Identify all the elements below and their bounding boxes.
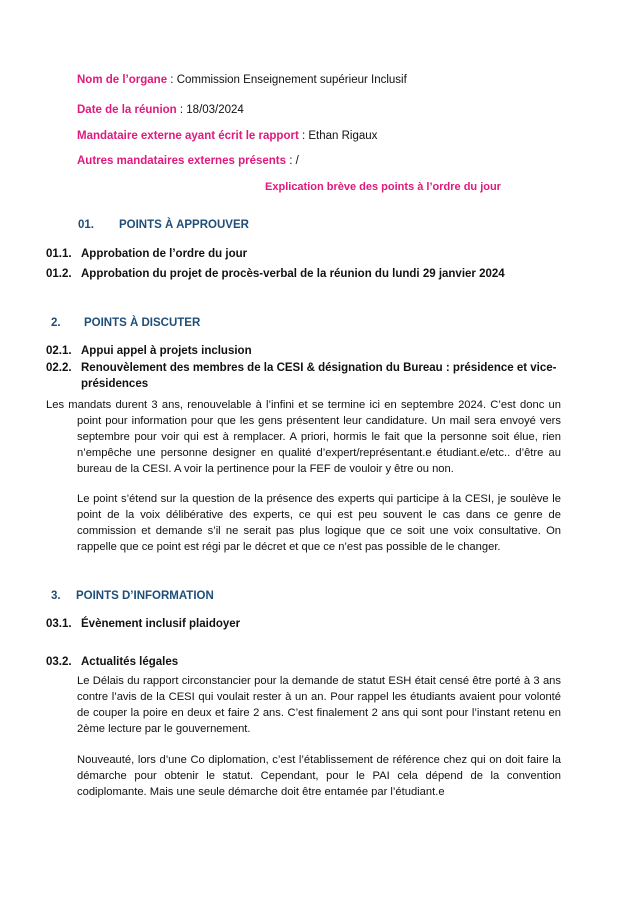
paragraph-text: Le Délais du rapport circonstancier pour la demande de statut ESH était censé être porté à 3 ans contre l’avis de la CESI qui voulait rester à un an. Pour rappel les étudiants avaient pour volonté de couper la poire en deux et faire 2 ans. C’est finalement 2 ans qui sont pour l’instant retenu en 2ème lecture par le gouvernement.	[77, 675, 561, 735]
section-number: 01.	[78, 219, 94, 231]
section-number: 3.	[51, 590, 61, 602]
agenda-item-01-2	[46, 268, 505, 280]
item-title: Approbation du projet de procès-verbal de la réunion du lundi 29 janvier 2024	[81, 268, 505, 280]
section-title: POINTS À APPROUVER	[119, 219, 249, 231]
others-value: : /	[286, 155, 299, 167]
section-title: POINTS D’INFORMATION	[76, 590, 214, 602]
item-title: Approbation de l’ordre du jour	[81, 248, 248, 260]
paragraph-codiplomation	[77, 752, 561, 800]
item-title-line1: Renouvèlement des membres de la CESI & désignation du Bureau : présidence et vice-	[81, 362, 557, 374]
item-number: 01.2.	[46, 268, 72, 280]
paragraph-text: Les mandats durent 3 ans, renouvelable à l’infini et se termine ici en septembre 2024. C’est donc un point pour information pour que les gens présentent leur candidature. Un mail sera envoyé vers septembre pour voir qui est à remplacer. A priori, hormis le fait que la personne soit élue, rien n’empêche une personne designer en qualité d’expert/représentant.e étudiant.e/etc.. d’être au bureau de la CESI. A voir la pertinence pour la FEF de vouloir y être ou non.	[46, 399, 561, 475]
meta-date	[77, 104, 244, 116]
date-label: Date de la réunion	[77, 104, 177, 116]
item-title: Appui appel à projets inclusion	[81, 345, 252, 357]
item-number: 03.2.	[46, 656, 72, 668]
section-number: 2.	[51, 317, 61, 329]
item-number: 02.2.	[46, 362, 72, 374]
item-title: Évènement inclusif plaidoyer	[81, 618, 241, 630]
paragraph-text: Nouveauté, lors d’une Co diplomation, c’est l’établissement de référence chez qui on doit faire la démarche pour obtenir le statut. Cependant, pour le PAI cela dépend de la convention codiplomante. Mais une seule démarche doit être entamée par l’étudiant.e	[77, 754, 561, 798]
section-heading-information	[51, 590, 214, 602]
item-number: 01.1.	[46, 248, 72, 260]
section-heading-discuss	[51, 317, 200, 329]
agenda-subtitle: Explication brève des points à l’ordre du jour	[265, 181, 501, 193]
section-heading-approve	[78, 219, 249, 231]
item-title-line2: présidences	[81, 378, 149, 390]
paragraph-mandates	[46, 397, 561, 477]
paragraph-legal-delay	[77, 673, 561, 737]
agenda-item-03-2	[46, 656, 178, 668]
agenda-item-02-2-cont	[81, 378, 148, 390]
meta-author	[77, 130, 377, 142]
section-title: POINTS À DISCUTER	[84, 317, 201, 329]
organ-label: Nom de l’organe	[77, 74, 168, 86]
organ-value: : Commission Enseignement supérieur Inclusif	[167, 74, 407, 86]
paragraph-text: Le point s’étend sur la question de la présence des experts qui participe à la CESI, je soulève le point de la voix délibérative des experts, ce qui est peu souvent le cas dans ce genre de commission et demande s’il ne serait pas plus logique que ce soit une voix consultative. On rappelle que ce point est régi par le décret et que ce n’est pas possible de le changer.	[77, 493, 561, 553]
agenda-item-01-1	[46, 248, 247, 260]
agenda-item-02-1	[46, 345, 252, 357]
item-number: 02.1.	[46, 345, 72, 357]
paragraph-experts	[77, 491, 561, 555]
others-label: Autres mandataires externes présents	[77, 155, 287, 167]
item-number: 03.1.	[46, 618, 72, 630]
author-value: : Ethan Rigaux	[298, 130, 378, 142]
meta-others	[77, 155, 299, 167]
agenda-item-02-2	[46, 362, 556, 374]
author-label: Mandataire externe ayant écrit le rapport	[77, 130, 299, 142]
date-value: : 18/03/2024	[176, 104, 244, 116]
meta-organ	[77, 74, 407, 86]
item-title: Actualités légales	[81, 656, 179, 668]
agenda-item-03-1	[46, 618, 240, 630]
